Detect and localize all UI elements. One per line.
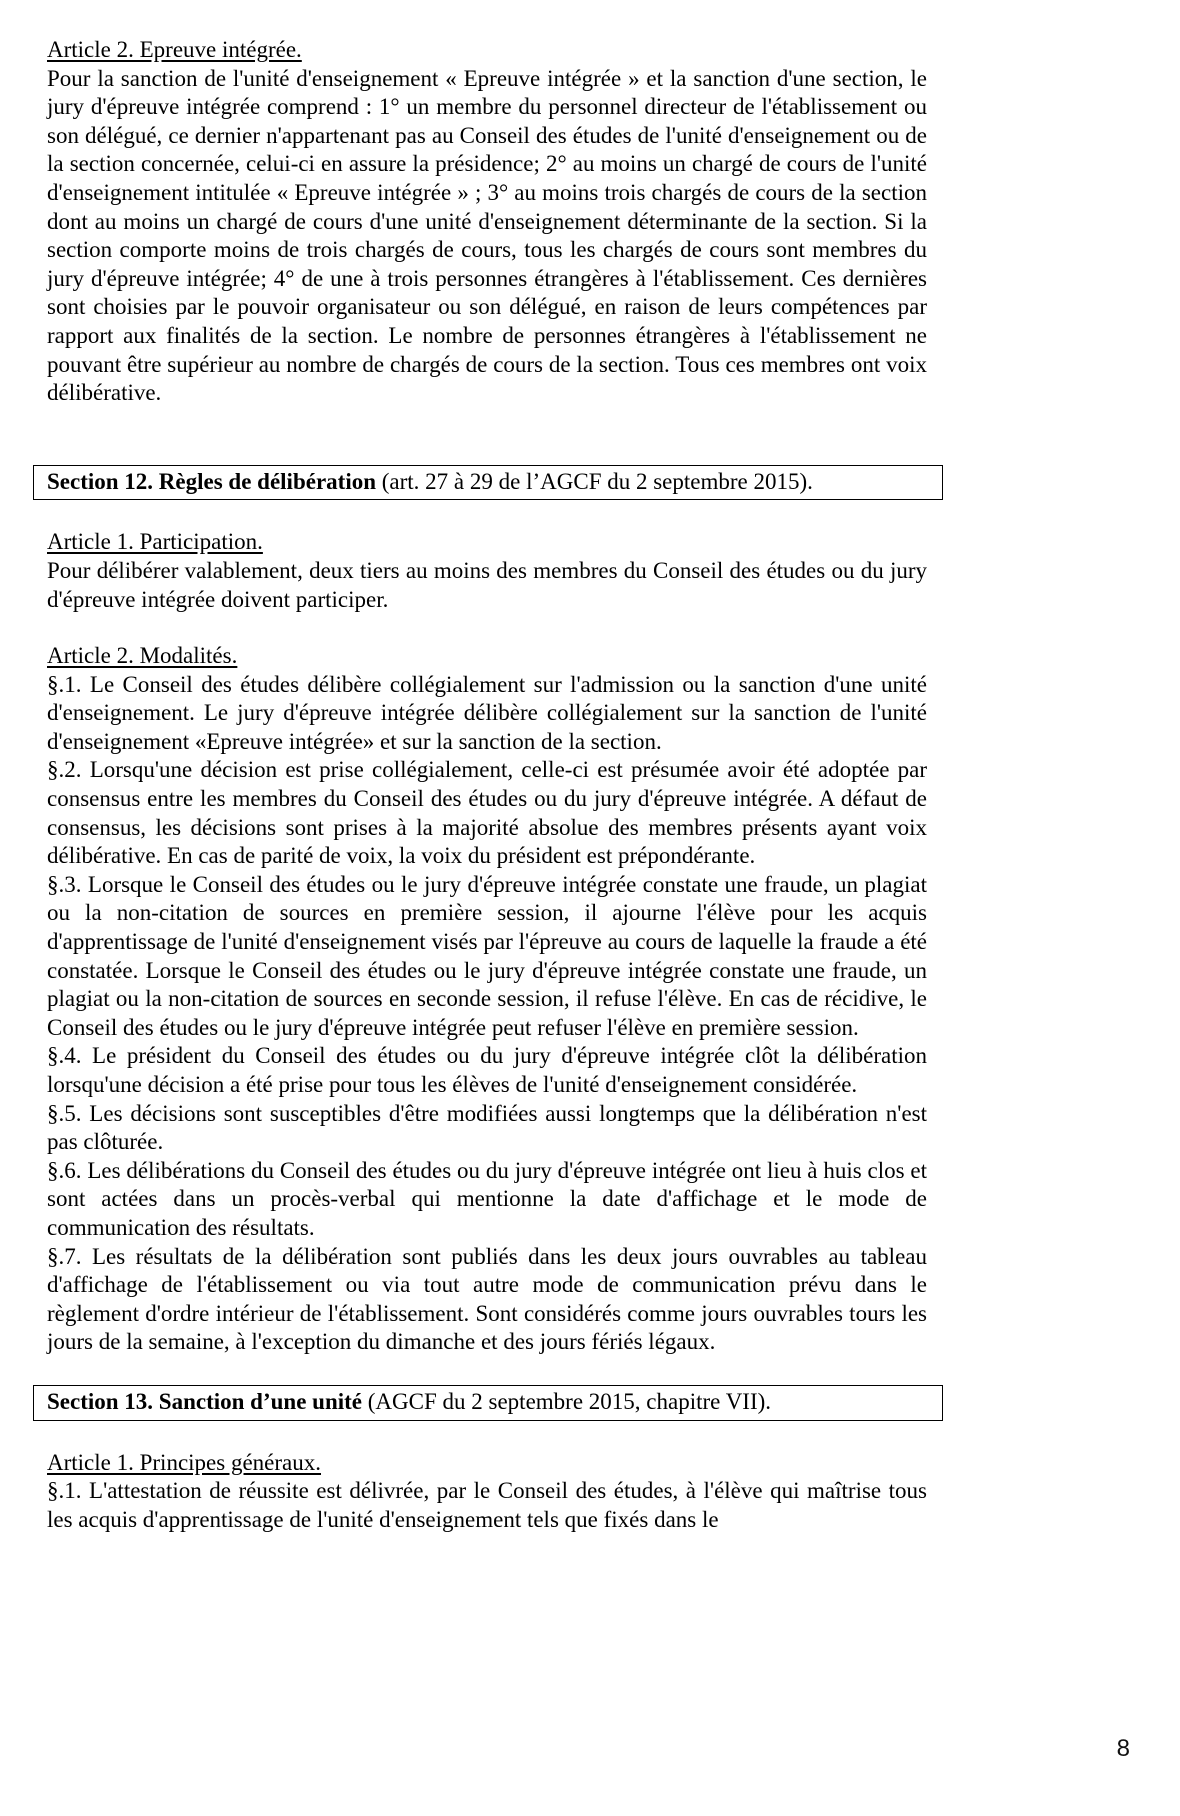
article-body-principes-generaux: §.1. L'attestation de réussite est délivrée, par le Conseil des études, à l'élève qui maîtrise tous les acquis d'apprentissage de l'unité d'enseignement tels que fixés dans le: [47, 1478, 927, 1532]
paragraph-3: §.3. Lorsque le Conseil des études ou le jury d'épreuve intégrée constate une fraude, un plagiat ou la non-citation de sources en première session, il ajourne l'élève pour les acquis d'apprentissage de l'unité d'enseignement visés par l'épreuve au cours de laquelle la fraude a été constatée. Lorsque le Conseil des études ou le jury d'épreuve intégrée constate une fraude, un plagiat ou la non-citation de sources en seconde session, il refuse l'élève. En cas de récidive, le Conseil des études ou le jury d'épreuve intégrée peut refuser l'élève en première session.: [47, 871, 927, 1040]
section-13-heading-rest: (AGCF du 2 septembre 2015, chapitre VII).: [362, 1388, 772, 1414]
article-title-epreuve-integree: Article 2. Epreuve intégrée.: [47, 37, 302, 62]
paragraph-2: §.2. Lorsqu'une décision est prise collégialement, celle-ci est présumée avoir été adoptée par consensus entre les membres du Conseil des études ou du jury d'épreuve intégrée. A défaut de consensus, les décisions sont prises à la majorité absolue des membres présents ayant voix délibérative. En cas de parité de voix, la voix du président est prépondérante.: [47, 757, 927, 869]
section-12-heading: [33, 465, 943, 501]
page-number: 8: [1116, 1735, 1130, 1762]
paragraph-5: §.5. Les décisions sont susceptibles d'être modifiées aussi longtemps que la délibération n'est pas clôturée.: [47, 1100, 927, 1155]
article-title-participation: Article 1. Participation.: [47, 529, 263, 555]
paragraph-1: §.1. Le Conseil des études délibère collégialement sur l'admission ou la sanction d'une unité d'enseignement. Le jury d'épreuve intégrée délibère collégialement sur la sanction de l'unité d'enseignement «Epreuve intégrée» et sur la sanction de la section.: [47, 671, 927, 754]
section-13-heading-bold: Section 13. Sanction d’une unité: [47, 1388, 363, 1414]
section-13-heading: [33, 1385, 943, 1421]
article-body-participation: Pour délibérer valablement, deux tiers au moins des membres du Conseil des études ou du jury d'épreuve intégrée doivent participer.: [47, 557, 927, 612]
article-title-principes-generaux: Article 1. Principes généraux.: [47, 1449, 321, 1475]
paragraph-6: §.6. Les délibérations du Conseil des études ou du jury d'épreuve intégrée ont lieu à huis clos et sont actées dans un procès-verbal qui mentionne la date d'affichage et le mode de communication des résultats.: [47, 1157, 927, 1240]
section-12-heading-bold: Section 12. Règles de délibération: [47, 468, 376, 494]
paragraph-7: §.7. Les résultats de la délibération sont publiés dans les deux jours ouvrables au tableau d'affichage de l'établissement ou via tout autre mode de communication prévu dans le règlement d'ordre intérieur de l'établissement. Sont considérés comme jours ouvrables tours les jours de la semaine, à l'exception du dimanche et des jours fériés légaux.: [47, 1243, 927, 1355]
article-body-epreuve-integree: Pour la sanction de l'unité d'enseignement « Epreuve intégrée » et la sanction d'une section, le jury d'épreuve intégrée comprend : 1° un membre du personnel directeur de l'établissement ou son délégué, ce dernier n'appartenant pas au Conseil des études de l'unité d'enseignement ou de la section concernée, celui-ci en assure la présidence; 2° au moins un chargé de cours de l'unité d'enseignement intitulée « Epreuve intégrée » ; 3° au moins trois chargés de cours de la section dont au moins un chargé de cours d'une unité d'enseignement déterminante de la section. Si la section comporte moins de trois chargés de cours, tous les chargés de cours sont membres du jury d'épreuve intégrée; 4° de une à trois personnes étrangères à l'établissement. Ces dernières sont choisies par le pouvoir organisateur ou son délégué, en raison de leurs compétences par rapport aux finalités de la section. Le nombre de personnes étrangères à l'établissement ne pouvant être supérieur au nombre de chargés de cours de la section. Tous ces membres ont voix délibérative.: [47, 65, 927, 406]
article-title-modalites: Article 2. Modalités.: [47, 643, 238, 669]
paragraph-4: §.4. Le président du Conseil des études ou du jury d'épreuve intégrée clôt la délibération lorsqu'une décision a été prise pour tous les élèves de l'unité d'enseignement considérée.: [47, 1043, 927, 1097]
document-page: [47, 36, 927, 1534]
section-12-heading-rest: (art. 27 à 29 de l’AGCF du 2 septembre 2015).: [376, 468, 813, 494]
